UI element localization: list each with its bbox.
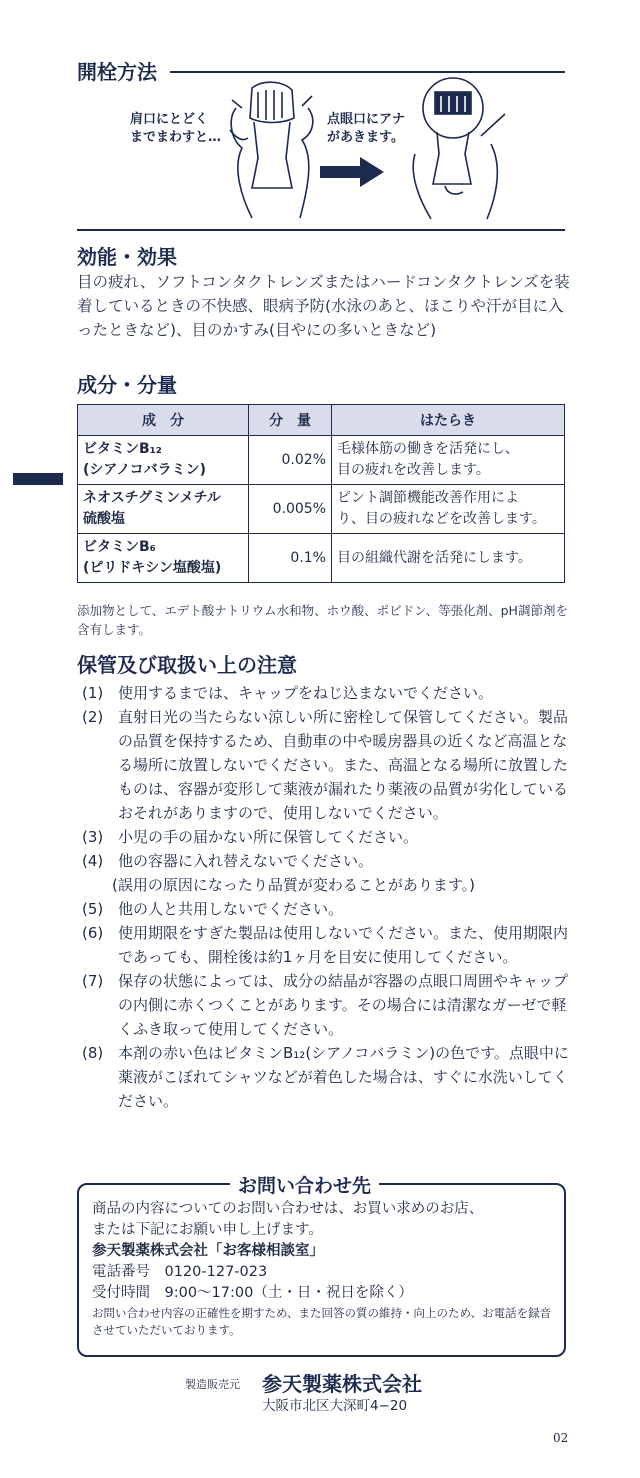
list-item-number: (3) [82, 828, 104, 846]
contact-line2: または下記にお願い申し上げます。 [92, 1222, 323, 1238]
list-item-text: 使用するまでは、キャップをねじ込まないでください。 [118, 684, 494, 702]
side-index-tab [13, 473, 63, 485]
opening-step1-text [130, 111, 221, 147]
list-item-text: 他の容器に入れ替えないでください。 [118, 852, 374, 870]
list-item-text: 他の人と共用しないでください。 [118, 900, 344, 918]
additives-note: 添加物として、エデト酸ナトリウム水和物、ホウ酸、ポビドン、等張化剤、pH調節剤を含有します。 [77, 603, 568, 637]
column-header-function: はたらき [332, 405, 565, 436]
maker-address: 大阪市北区大深町4−20 [262, 1398, 408, 1414]
ingredient-amount: 0.1% [249, 534, 332, 583]
ingredient-name [78, 534, 249, 583]
list-item-number: (1) [82, 684, 104, 702]
list-item-text: 保存の状態によっては、成分の結晶が容器の点眼口周囲やキャップの内側に赤くつくことがあります。その場合には清潔なガーゼで軽くふき取って使用してください。 [118, 972, 569, 1038]
opening-heading: 開栓方法 [77, 60, 157, 84]
list-item-number: (7) [82, 972, 104, 990]
list-item [82, 921, 572, 969]
list-item-number: (4) [82, 852, 104, 870]
list-item-number: (2) [82, 708, 104, 726]
contact-hours: 受付時間 9:00～17:00（土・日・祝日を除く） [92, 1285, 413, 1301]
ingredient-amount: 0.005% [249, 485, 332, 534]
opening-step2-text [327, 111, 405, 147]
ingredient-amount: 0.02% [249, 436, 332, 485]
page-number: 02 [553, 1431, 569, 1445]
ingredient-name-line: (シアノコバラミン) [83, 462, 206, 478]
maker-name: 参天製薬株式会社 [262, 1372, 422, 1396]
ingredient-function-line: 目の組織代謝を活発にします。 [337, 549, 532, 566]
ingredient-function-line: 目の疲れを改善します。 [337, 462, 490, 478]
ingredient-name [78, 436, 249, 485]
list-item-text: (誤用の原因になったり品質が変わることがあります。) [112, 876, 476, 894]
efficacy-heading: 効能・効果 [77, 245, 177, 269]
opening-step2-line1: 点眼口にアナ [327, 112, 406, 127]
table-row [78, 485, 565, 534]
right-arrow-icon [320, 157, 384, 187]
ingredient-function-line: 毛様体筋の働きを活発にし、 [337, 441, 519, 457]
ingredient-name-line: ビタミンB₁₂ [83, 441, 162, 457]
list-item-note [82, 873, 572, 897]
list-item-text: 本剤の赤い色はビタミンB₁₂(シアノコバラミン)の色です。点眼中に薬液がこぼれてシャツなどが着色した場合は、すぐに水洗いしてください。 [118, 1044, 569, 1110]
ingredient-function-line: ピント調節機能改善作用によ [337, 490, 519, 506]
list-item [82, 969, 572, 1041]
opening-bottom-rule [77, 229, 565, 231]
opening-heading-rule [170, 71, 565, 73]
list-item-number: (6) [82, 924, 104, 942]
table-row [78, 534, 565, 583]
opening-step2-line2: があきます。 [327, 130, 404, 145]
ingredients-heading: 成分・分量 [77, 373, 177, 397]
ingredient-name-line: ネオスチグミンメチル [83, 490, 221, 506]
ingredient-function [332, 436, 565, 485]
list-item [82, 1041, 572, 1113]
efficacy-text: 目の疲れ、ソフトコンタクトレンズまたはハードコンタクトレンズを装着しているときの不快感、眼病予防(水泳のあと、ほこりや汗が目に入ったときなど)、目のかすみ(目やにの多いときなど) [77, 273, 570, 339]
ingredient-function [332, 485, 565, 534]
list-item-text: 小児の手の届かない所に保管してください。 [118, 828, 419, 846]
contact-phone[interactable]: 電話番号 0120-127-023 [92, 1264, 268, 1280]
opening-step1-line1: 肩口にとどく [130, 112, 209, 127]
contact-company: 参天製薬株式会社「お客様相談室」 [92, 1243, 324, 1259]
ingredient-name-line: 硫酸塩 [83, 511, 125, 527]
maker-label: 製造販売元 [185, 1378, 240, 1391]
contact-line1: 商品の内容についてのお問い合わせは、お買い求めのお店、 [92, 1201, 484, 1217]
list-item-number: (8) [82, 1044, 104, 1062]
list-item [82, 897, 572, 921]
list-item [82, 849, 572, 873]
column-header-ingredient: 成 分 [78, 405, 249, 436]
ingredient-function-line: り、目の疲れなどを改善します。 [337, 511, 546, 527]
precautions-list [82, 681, 572, 1113]
list-item [82, 705, 572, 825]
list-item-text: 直射日光の当たらない涼しい所に密栓して保管してください。製品の品質を保持するため、自動車の中や暖房器具の近くなど高温となる場所に放置しないでください。また、高温となる場所に放置したものは、容器が変形して薬液が漏れたり薬液の品質が劣化しているおそれがありますので、使用しないでください。 [118, 708, 569, 822]
ingredients-table [77, 404, 565, 583]
list-item [82, 825, 572, 849]
contact-title: お問い合わせ先 [230, 1171, 379, 1198]
opened-nozzle-illustration [405, 74, 515, 224]
column-header-amount: 分 量 [249, 405, 332, 436]
ingredient-name [78, 485, 249, 534]
list-item [82, 681, 572, 705]
list-item-number: (5) [82, 900, 104, 918]
ingredient-function [332, 534, 565, 583]
ingredients-header-row [78, 405, 565, 436]
list-item-text: 使用期限をすぎた製品は使用しないでください。また、使用期限内であっても、開栓後は約1ヶ月を目安に使用してください。 [118, 924, 569, 966]
ingredient-name-line: ビタミンB₆ [83, 539, 156, 555]
precautions-heading: 保管及び取扱い上の注意 [77, 653, 297, 677]
opening-step1-line2: までまわすと… [130, 130, 222, 145]
twist-cap-illustration [222, 78, 322, 223]
table-row [78, 436, 565, 485]
ingredient-name-line: (ピリドキシン塩酸塩) [83, 560, 222, 576]
contact-recording-note: お問い合わせ内容の正確性を期すため、また回答の質の維持・向上のため、お電話を録音させていただいております。 [92, 1306, 552, 1337]
